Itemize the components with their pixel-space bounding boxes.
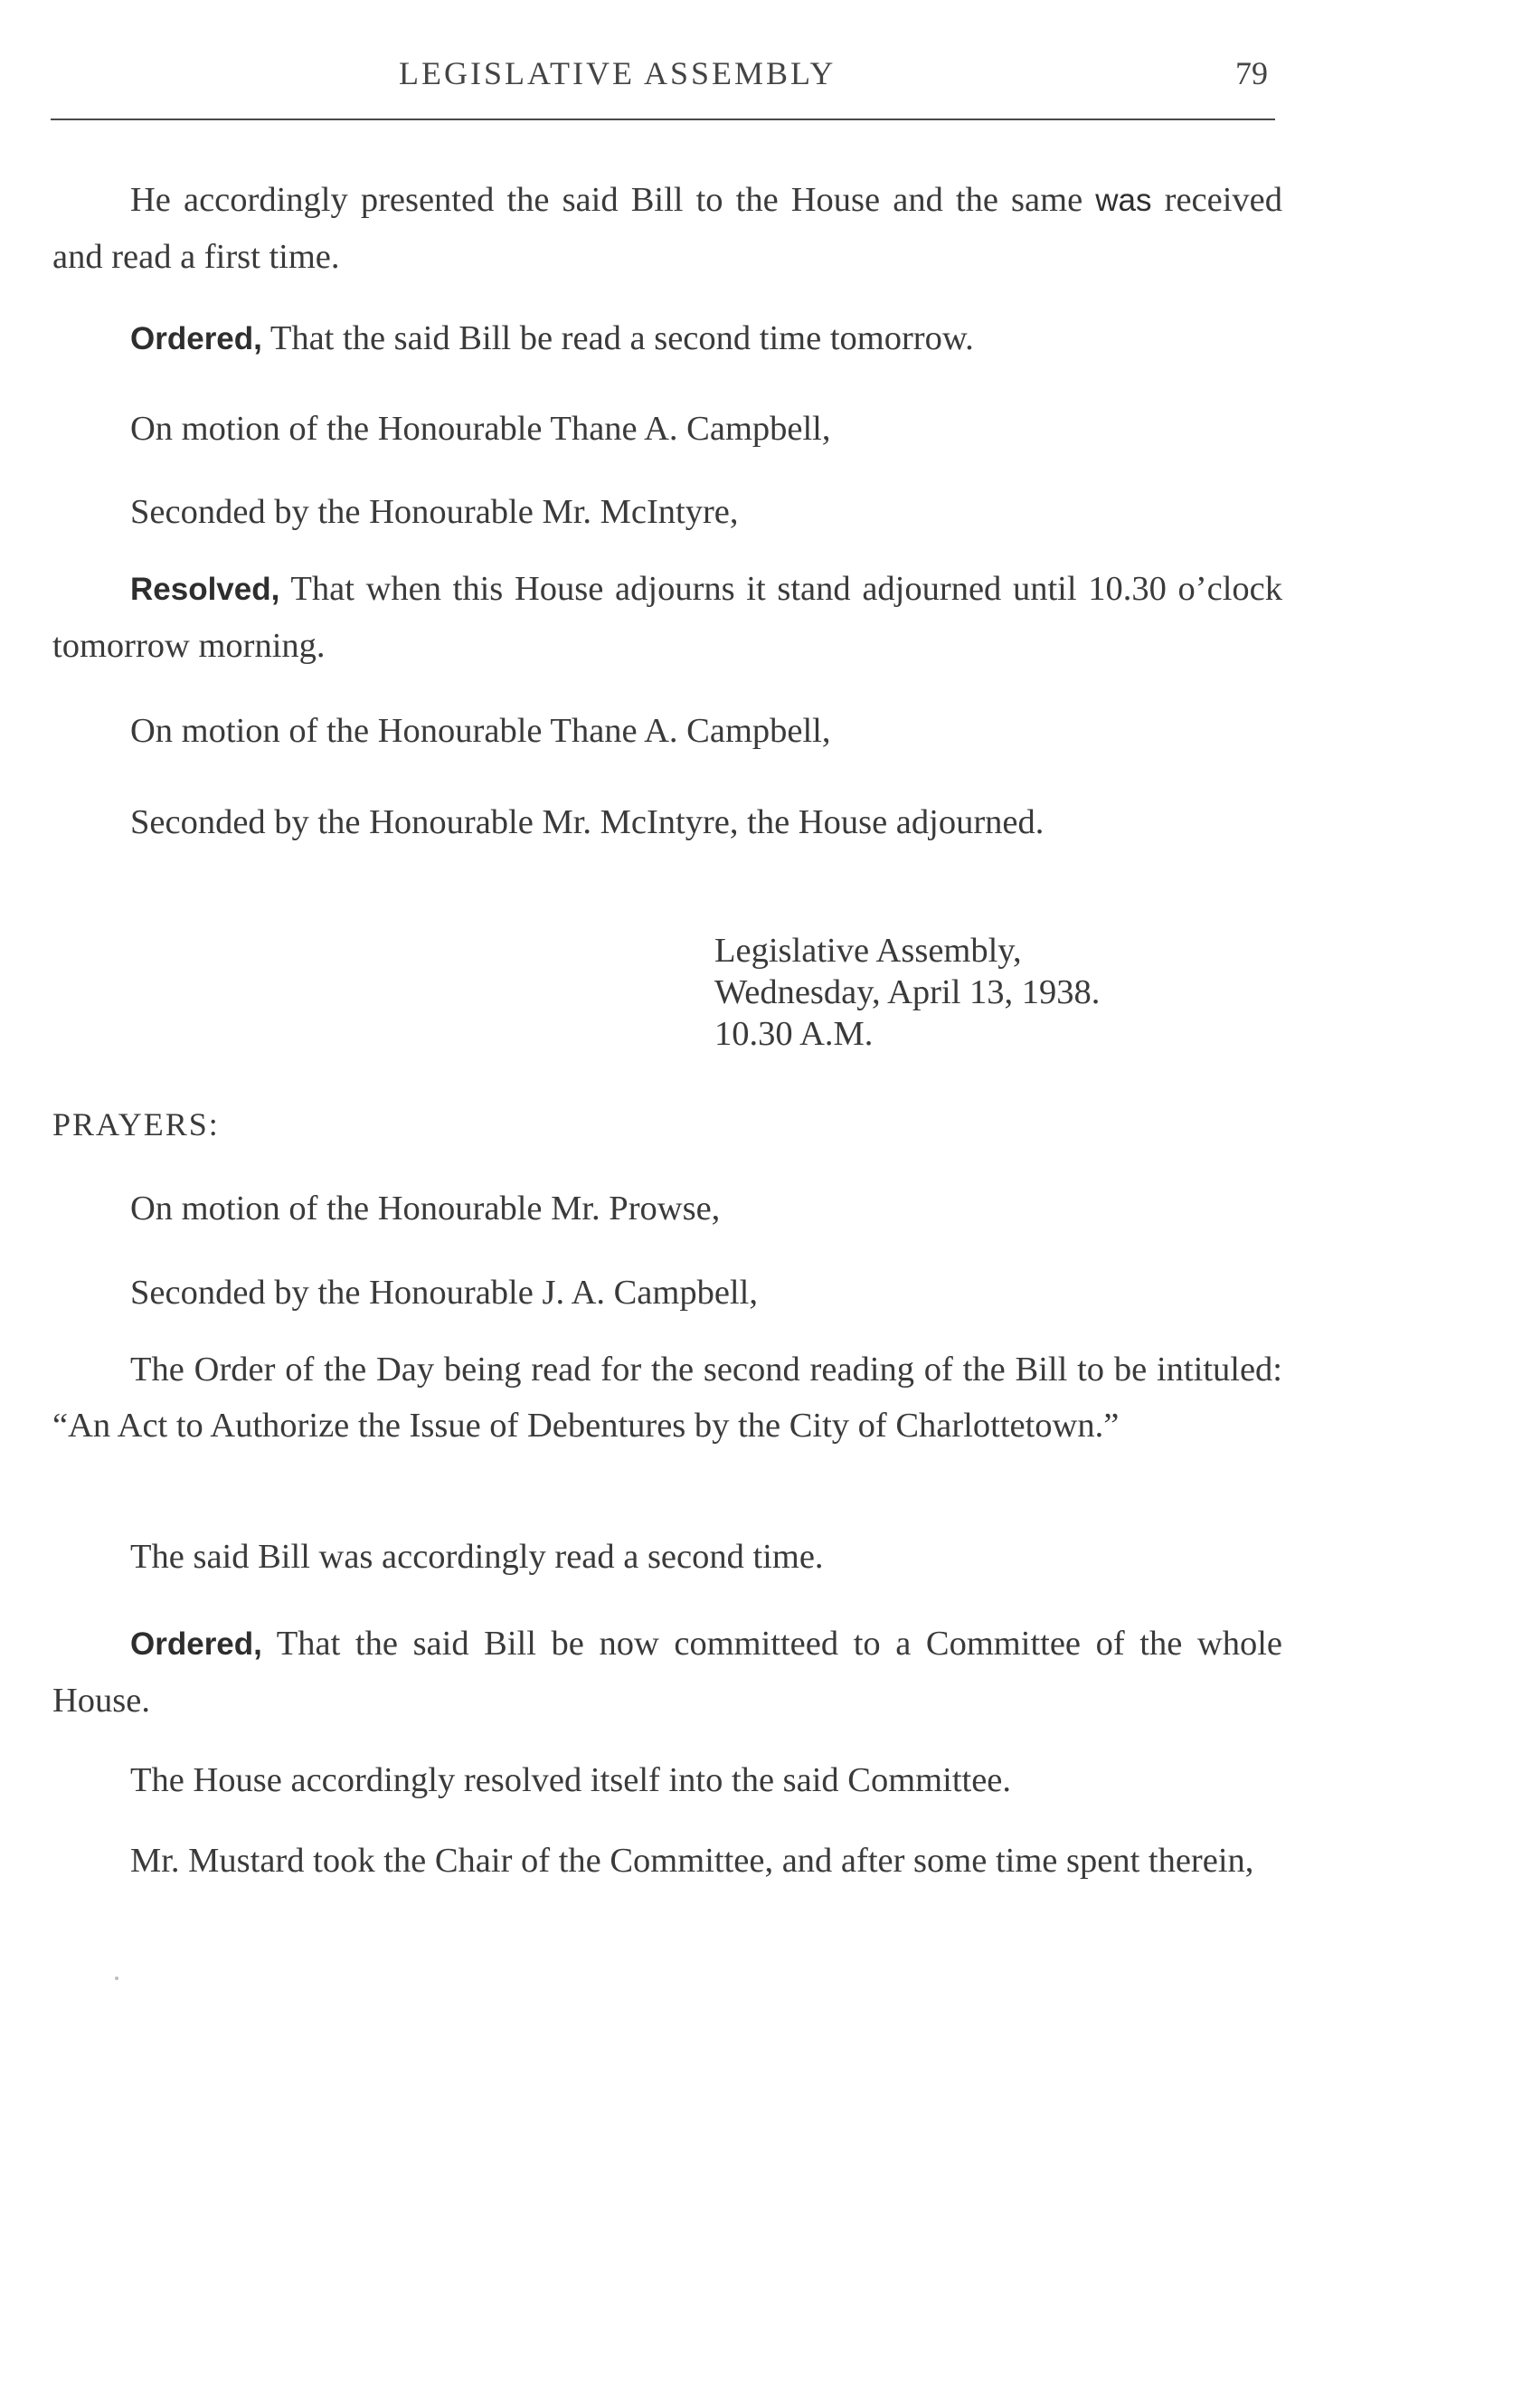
paragraph-ordered-committee (52, 1616, 1282, 1729)
paragraph-text: He accordingly presented the said Bill to the House and the same (130, 181, 1096, 219)
sitting-dateline (714, 930, 1100, 1055)
paragraph-text: That the said Bill be read a second time tomorrow. (261, 319, 974, 357)
paper-speck (115, 1977, 118, 1980)
paragraph-text-tail: received and read a first time. (52, 181, 1282, 276)
paragraph-second-reading (52, 1529, 1282, 1585)
paragraph-text: That the said Bill be now committeed to a Committee of the whole House. (52, 1625, 1282, 1720)
paragraph-seconded (52, 1265, 1282, 1321)
ordered-lead: Ordered, (130, 1626, 262, 1662)
paragraph-lead-word: was (1095, 183, 1152, 218)
dateline-assembly: Legislative Assembly, (714, 932, 1022, 970)
page-number: 79 (1235, 55, 1268, 91)
paragraph-text: The said Bill was accordingly read a second time. (130, 1538, 824, 1576)
paragraph-motion (52, 703, 1282, 759)
paragraph-text: Mr. Mustard took the Chair of the Committee, and after some time spent therein, (130, 1842, 1254, 1880)
ordered-lead: Ordered, (130, 321, 262, 356)
header-rule (51, 119, 1275, 120)
paragraph-text: Seconded by the Honourable Mr. McIntyre, the House adjourned. (130, 803, 1045, 841)
paragraph-motion (52, 401, 1282, 457)
paragraph-resolved-adjourn (52, 561, 1282, 674)
paragraph-resolved-committee (52, 1752, 1282, 1808)
paragraph-seconded-adjourned (52, 794, 1282, 850)
dateline-date: Wednesday, April 13, 1938. (714, 973, 1101, 1011)
resolved-lead: Resolved, (130, 572, 280, 607)
paragraph-motion (52, 1180, 1282, 1237)
paragraph-text: The House accordingly resolved itself into the said Committee. (130, 1761, 1012, 1799)
paragraph-ordered-second-reading (52, 310, 1282, 367)
paragraph-text: Seconded by the Honourable Mr. McIntyre, (130, 493, 739, 531)
paragraph-order-of-day (52, 1341, 1282, 1454)
paragraph-text: The Order of the Day being read for the second reading of the Bill to be intituled: “An Act to Authorize the Issue of Debentures by the City of Charlottetown.” (52, 1351, 1282, 1445)
prayers-heading: PRAYERS: (52, 1106, 220, 1142)
paragraph-text: On motion of the Honourable Thane A. Campbell, (130, 712, 831, 750)
paragraph-text: That when this House adjourns it stand adjourned until 10.30 o’clock tomorrow morning. (52, 570, 1282, 665)
paragraph-seconded (52, 484, 1282, 540)
running-header (51, 54, 1275, 110)
paragraph-chair (52, 1833, 1282, 1889)
paragraph-text: On motion of the Honourable Mr. Prowse, (130, 1190, 721, 1228)
running-title: LEGISLATIVE ASSEMBLY (399, 55, 837, 91)
paragraph-text: Seconded by the Honourable J. A. Campbell, (130, 1274, 758, 1312)
paragraph-bill-presented (52, 172, 1282, 285)
paragraph-text: On motion of the Honourable Thane A. Campbell, (130, 410, 831, 448)
dateline-time: 10.30 A.M. (714, 1015, 874, 1053)
